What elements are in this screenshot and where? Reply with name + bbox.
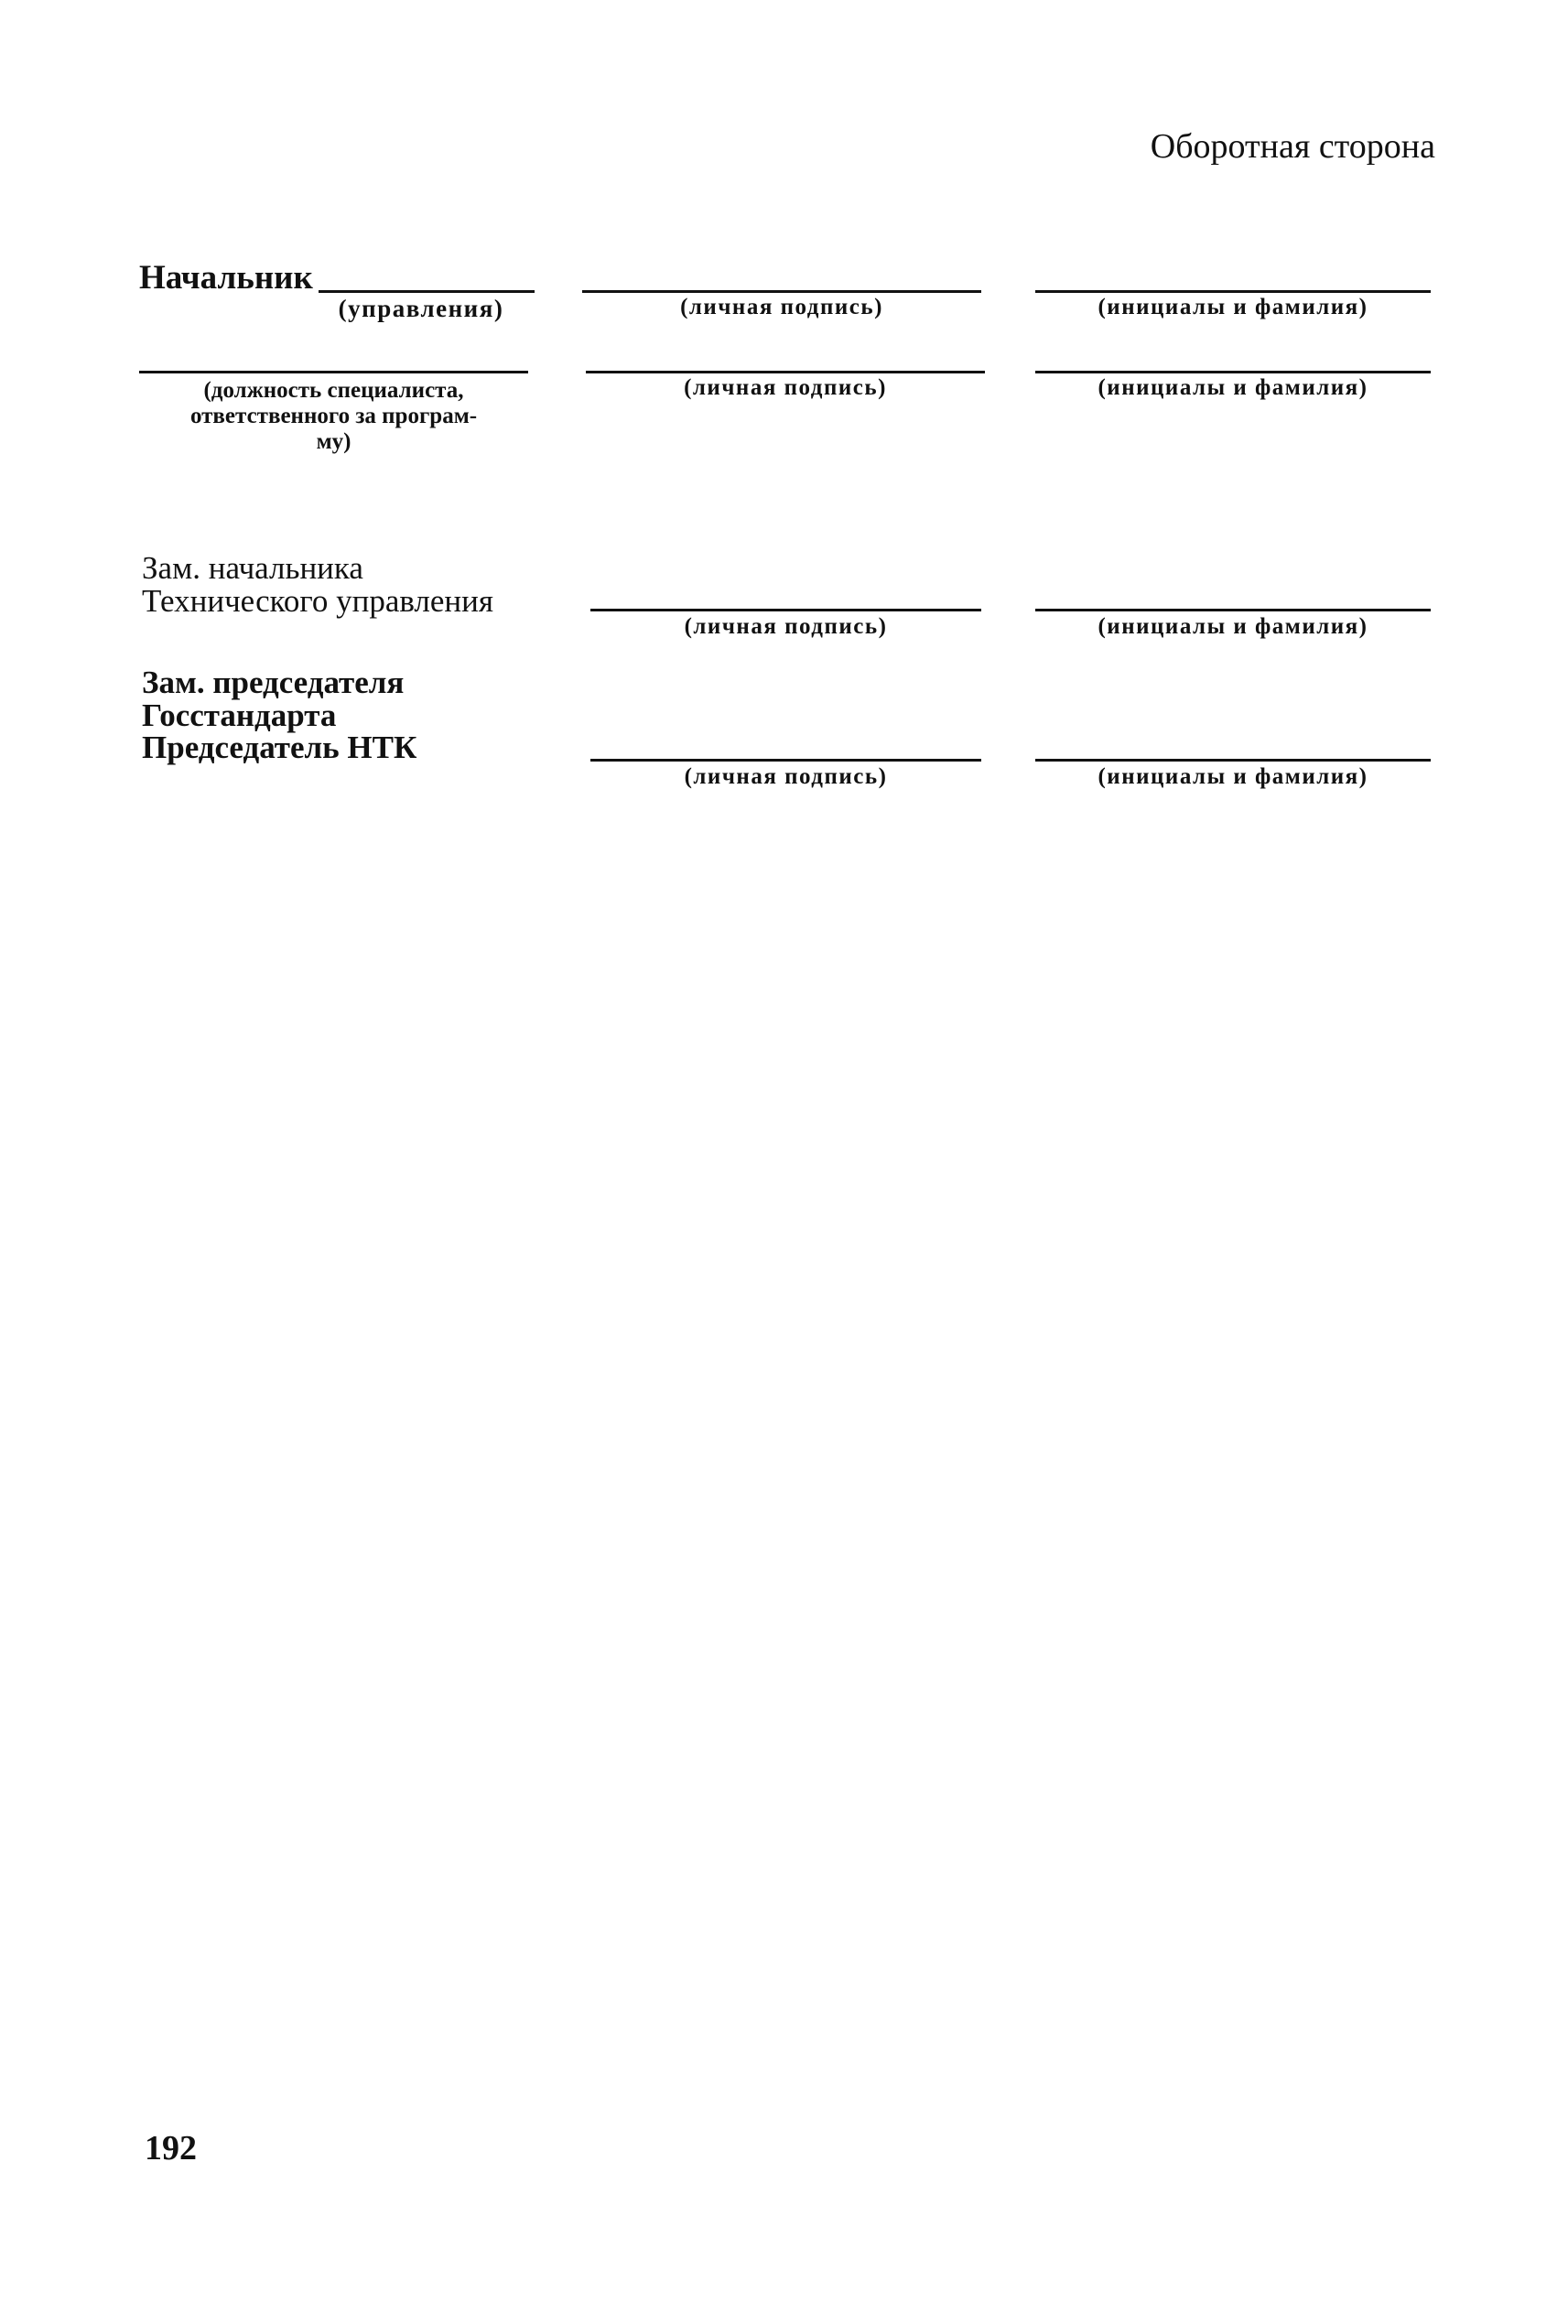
- deputy-chairman-signature-line[interactable]: [590, 759, 981, 762]
- specialist-position-caption-1: (должность специалиста,: [203, 378, 464, 403]
- chief-name-caption: (инициалы и фамилия): [1098, 295, 1368, 319]
- specialist-signature-caption: (личная подпись): [684, 375, 887, 400]
- deputy-technical-signature-caption: (личная подпись): [684, 614, 888, 639]
- deputy-technical-title-2: Технического управления: [142, 583, 493, 619]
- specialist-position-line[interactable]: [139, 371, 528, 373]
- specialist-signature-line[interactable]: [586, 371, 985, 373]
- specialist-position-caption-2: ответственного за програм-: [189, 404, 478, 428]
- deputy-technical-name-caption: (инициалы и фамилия): [1098, 614, 1368, 639]
- specialist-name-caption: (инициалы и фамилия): [1098, 375, 1368, 400]
- deputy-chairman-name-caption: (инициалы и фамилия): [1098, 764, 1368, 789]
- chief-unit-caption: (управления): [338, 295, 504, 322]
- chief-name-line[interactable]: [1035, 290, 1431, 293]
- deputy-chairman-signature-caption: (личная подпись): [684, 764, 888, 789]
- page-number: 192: [145, 2129, 197, 2167]
- chief-signature-caption: (личная подпись): [680, 295, 883, 319]
- chief-title: Начальник: [139, 259, 313, 297]
- deputy-technical-signature-line[interactable]: [590, 609, 981, 611]
- chief-signature-line[interactable]: [582, 290, 981, 293]
- chief-unit-line: [319, 290, 535, 293]
- deputy-chairman-title-1: Зам. председателя: [142, 665, 405, 700]
- deputy-chairman-title-3: Председатель НТК: [142, 730, 417, 765]
- deputy-technical-name-line[interactable]: [1035, 609, 1431, 611]
- specialist-position-caption-3: му): [316, 429, 351, 454]
- deputy-chairman-name-line[interactable]: [1035, 759, 1431, 762]
- deputy-chairman-title-2: Госстандарта: [142, 697, 337, 733]
- specialist-name-line[interactable]: [1035, 371, 1431, 373]
- deputy-technical-title-1: Зам. начальника: [142, 550, 363, 586]
- side-label: Оборотная сторона: [1150, 127, 1435, 166]
